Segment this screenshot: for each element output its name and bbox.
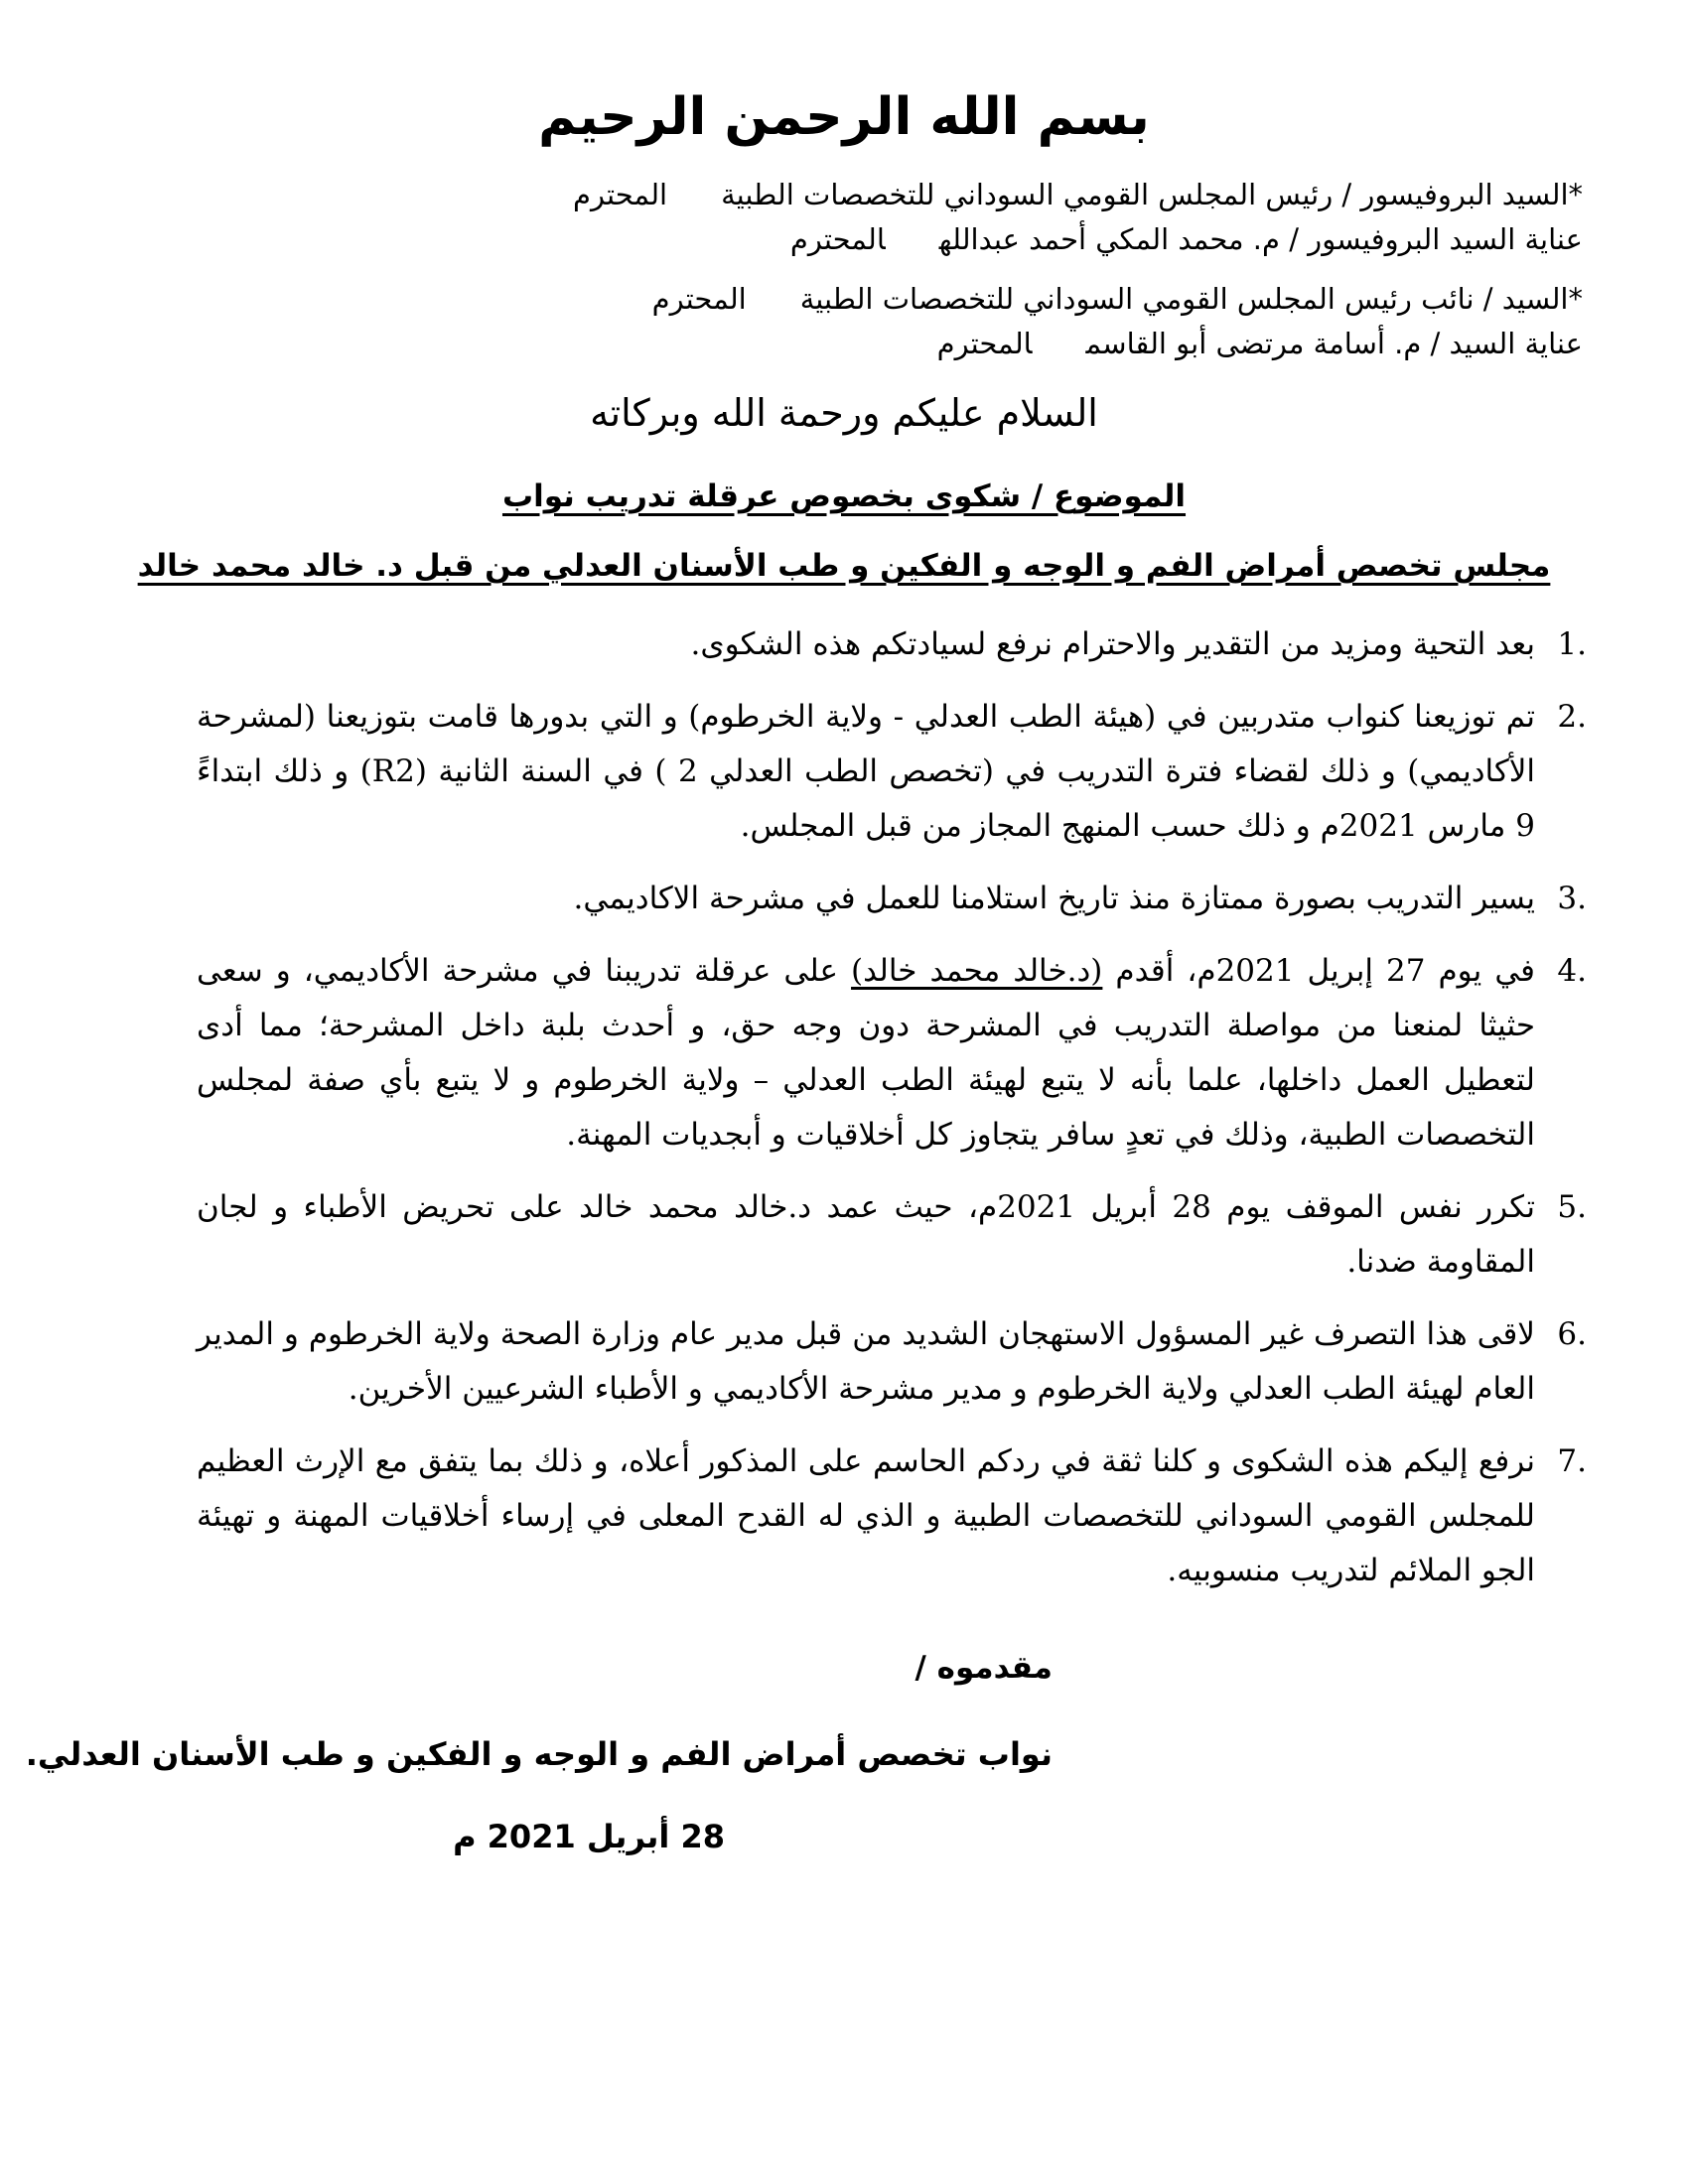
- list-item-text-start: في يوم 27 إبريل 2021م، أقدم: [1102, 953, 1535, 989]
- addressee-line-1-honorific: المحترم: [573, 178, 668, 211]
- greeting: السلام عليكم ورحمة الله وبركاته: [590, 391, 1098, 435]
- list-item-text: تكرر نفس الموقف يوم 28 أبريل 2021م، حيث عمد د.خالد محمد خالد على تحريض الأطباء و لجان المقاومة ضدنا.: [197, 1189, 1535, 1280]
- addressee-line-3-honorific: المحترم: [651, 282, 747, 316]
- list-item-5: [197, 1180, 1587, 1290]
- list-item-text: بعد التحية ومزيد من التقدير والاحترام نرفع لسيادتكم هذه الشكوى.: [690, 626, 1535, 662]
- addressee-line-2-honorific: المحترم: [789, 222, 886, 256]
- list-item-text: يسير التدريب بصورة ممتازة منذ تاريخ استلامنا للعمل في مشرحة الاكاديمي.: [573, 881, 1535, 916]
- list-item-text-end: على عرقلة تدريبنا في مشرحة الأكاديمي، و سعى حثيثا لمنعنا من مواصلة التدريب في المشرحة دون وجه حق، و أحدث بلبة داخل المشرحة؛ مما أدى لتعطيل العمل داخلها، علما بأنه لا يتبع لهيئة الطب العدلي – ولاية الخرطوم و لا يتبع بأي صفة لمجلس التخصصات الطبية، وذلك في تعدٍ سافر يتجاوز كل أخلاقيات و أبجديات المهنة.: [197, 953, 1535, 1153]
- list-item-text: [197, 944, 1535, 1162]
- subject-line-1: الموضوع / شكوى بخصوص عرقلة تدريب نواب: [501, 478, 1187, 514]
- addressee-line-4-honorific: المحترم: [936, 327, 1033, 360]
- addressee-line-2: [93, 217, 1583, 261]
- list-item-text: تم توزيعنا كنواب متدربين في (هيئة الطب العدلي - ولاية الخرطوم) و التي بدورها قامت بتوزيعنا (لمشرحة الأكاديمي) و ذلك لقضاء فترة التدريب في (تخصص الطب العدلي 2 ) في السنة الثانية (R2) و ذلك ابتداءً 9 مارس 2021م و ذلك حسب المنهج المجاز من قبل المجلس.: [197, 699, 1536, 844]
- addressee-line-2-text: عناية السيد البروفيسور / م. محمد المكي أحمد عبدالله: [938, 222, 1583, 256]
- list-item-number: 2.: [1557, 699, 1587, 735]
- list-item-1: [197, 617, 1587, 672]
- signature-label: مقدموه /: [914, 1650, 1053, 1686]
- list-item-text: لاقى هذا التصرف غير المسؤول الاستهجان الشديد من قبل مدير عام وزارة الصحة ولاية الخرطوم و المدير العام لهيئة الطب العدلي ولاية الخرطوم و مدير مشرحة الأكاديمي و الأطباء الشرعيين الأخرين.: [197, 1316, 1535, 1407]
- list-item-number: 1.: [1557, 626, 1587, 662]
- list-item-number: 6.: [1557, 1316, 1587, 1352]
- list-item-number: 3.: [1557, 881, 1587, 916]
- signature-date: 28 أبريل 2021 م: [453, 1818, 725, 1855]
- complaint-items-list: [197, 617, 1587, 1616]
- addressee-line-1-text: *السيد البروفيسور / رئيس المجلس القومي السوداني للتخصصات الطبية: [721, 178, 1583, 211]
- addressee-line-1: [93, 173, 1583, 216]
- underlined-name: (د.خالد محمد خالد): [851, 953, 1103, 989]
- list-item-6: [197, 1307, 1587, 1417]
- list-item-3: [197, 872, 1587, 926]
- list-item-number: 5.: [1557, 1189, 1587, 1225]
- list-item-number: 7.: [1557, 1443, 1587, 1479]
- addressee-line-3-text: *السيد / نائب رئيس المجلس القومي السوداني للتخصصات الطبية: [799, 282, 1583, 316]
- signature-name: نواب تخصص أمراض الفم و الوجه و الفكين و طب الأسنان العدلي.: [25, 1735, 1053, 1773]
- subject-line-2: مجلس تخصص أمراض الفم و الوجه و الفكين و طب الأسنان العدلي من قبل د. خالد محمد خالد: [137, 548, 1551, 584]
- addressee-line-4-text: عناية السيد / م. أسامة مرتضى أبو القاسم: [1085, 327, 1583, 360]
- list-item-4: [197, 944, 1587, 1162]
- addressee-line-4: [93, 322, 1583, 365]
- list-item-text: نرفع إليكم هذه الشكوى و كلنا ثقة في ردكم الحاسم على المذكور أعلاه، و ذلك بما يتفق مع الإرث العظيم للمجلس القومي السوداني للتخصصات الطبية و الذي له القدح المعلى في إرساء أخلاقيات المهنة و تهيئة الجو الملائم لتدريب منسوبيه.: [197, 1443, 1535, 1588]
- addressee-line-3: [93, 277, 1583, 321]
- list-item-2: [197, 690, 1587, 854]
- list-item-7: [197, 1434, 1587, 1598]
- basmala-heading: بسم الله الرحمن الرحيم: [538, 87, 1150, 147]
- list-item-number: 4.: [1557, 953, 1587, 989]
